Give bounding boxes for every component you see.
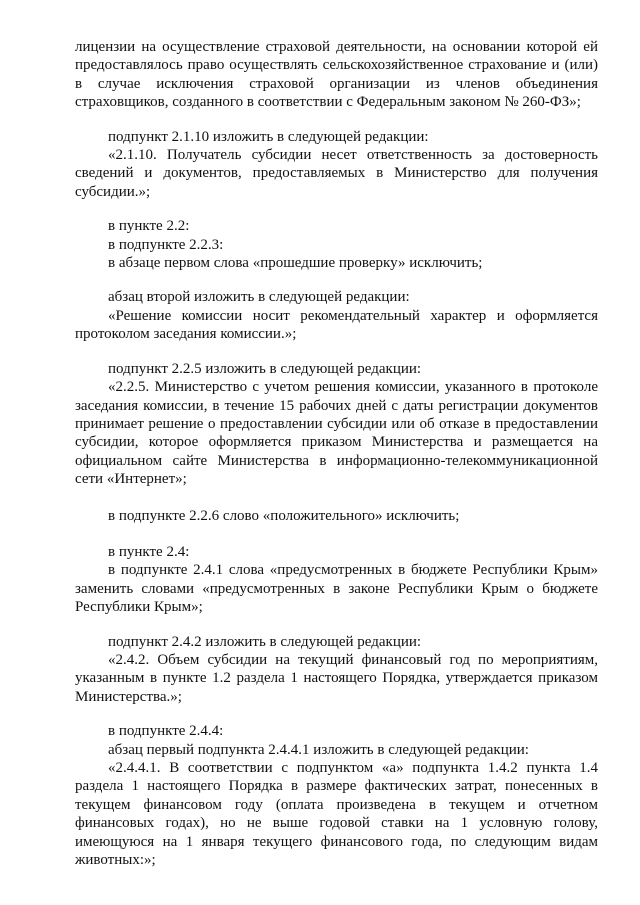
paragraph-license-continuation: лицензии на осуществление страховой деятельности, на основании которой ей предоставлялось право осуществлять сельскохозяйственное страхование и (или) в случае исключения страховой организации из членов объединения страховщиков, созданного в соответствии с Федеральным законом № 260-ФЗ»; — [75, 39, 598, 111]
paragraph-2-2-5-intro: подпункт 2.2.5 изложить в следующей редакции: — [108, 360, 422, 377]
paragraph-2-4-2-text: «2.4.2. Объем субсидии на текущий финансовый год по мероприятиям, указанным в пункте 1.2 раздела 1 настоящего Порядка, утверждается приказом Министерства.»; — [75, 651, 598, 705]
paragraph-2-2-intro: в пункте 2.2: — [108, 218, 190, 235]
paragraph-2-2-3-intro: в подпункте 2.2.3: — [108, 236, 224, 253]
paragraph-2-2-3-first-abzac: в абзаце первом слова «прошедшие проверку» исключить; — [108, 255, 483, 272]
paragraph-2-4-4-1-intro: абзац первый подпункта 2.4.4.1 изложить в следующей редакции: — [108, 741, 529, 758]
paragraph-2-1-10-text: «2.1.10. Получатель субсидии несет ответственность за достоверность сведений и документов, предоставляемых в Министерство для получения субсидии.»; — [75, 147, 598, 200]
paragraph-commission-decision: «Решение комиссии носит рекомендательный характер и оформляется протоколом заседания комиссии.»; — [75, 307, 598, 343]
paragraph-2-1-10-intro: подпункт 2.1.10 изложить в следующей редакции: — [108, 128, 429, 145]
document-page — [75, 38, 598, 869]
paragraph-2-4-intro: в пункте 2.4: — [108, 543, 190, 560]
paragraph-2-4-4-1-text: «2.4.4.1. В соответствии с подпунктом «а» подпункта 1.4.2 пункта 1.4 раздела 1 настоящего Порядка в размере фактических затрат, понесенных в текущем финансовом году (оплата произведена в текущем и отчетном финансовых годах), но не выше годовой ставки на 1 условную голову, имеющуюся на 1 января текущего финансового года, по следующим видам животных:»; — [75, 760, 598, 869]
paragraph-2-4-2-intro: подпункт 2.4.2 изложить в следующей редакции: — [108, 633, 422, 650]
paragraph-2-4-4-intro: в подпункте 2.4.4: — [108, 723, 224, 740]
paragraph-2-2-5-text: «2.2.5. Министерство с учетом решения комиссии, указанного в протоколе заседания комиссии, в течение 15 рабочих дней с даты регистрации документов принимает решение о предоставлении субсидии или об отказе в предоставлении субсидии, которое оформляется приказом Министерства и размещается на официальном сайте Министерства в информационно-телекоммуникационной сети «Интернет»; — [75, 379, 598, 488]
paragraph-second-abzac-intro: абзац второй изложить в следующей редакции: — [108, 289, 410, 306]
paragraph-2-2-6: в подпункте 2.2.6 слово «положительного» исключить; — [108, 507, 460, 524]
paragraph-2-4-1: в подпункте 2.4.1 слова «предусмотренных в бюджете Республики Крым» заменить словами «предусмотренных в законе Республики Крым о бюджете Республики Крым»; — [75, 562, 598, 616]
